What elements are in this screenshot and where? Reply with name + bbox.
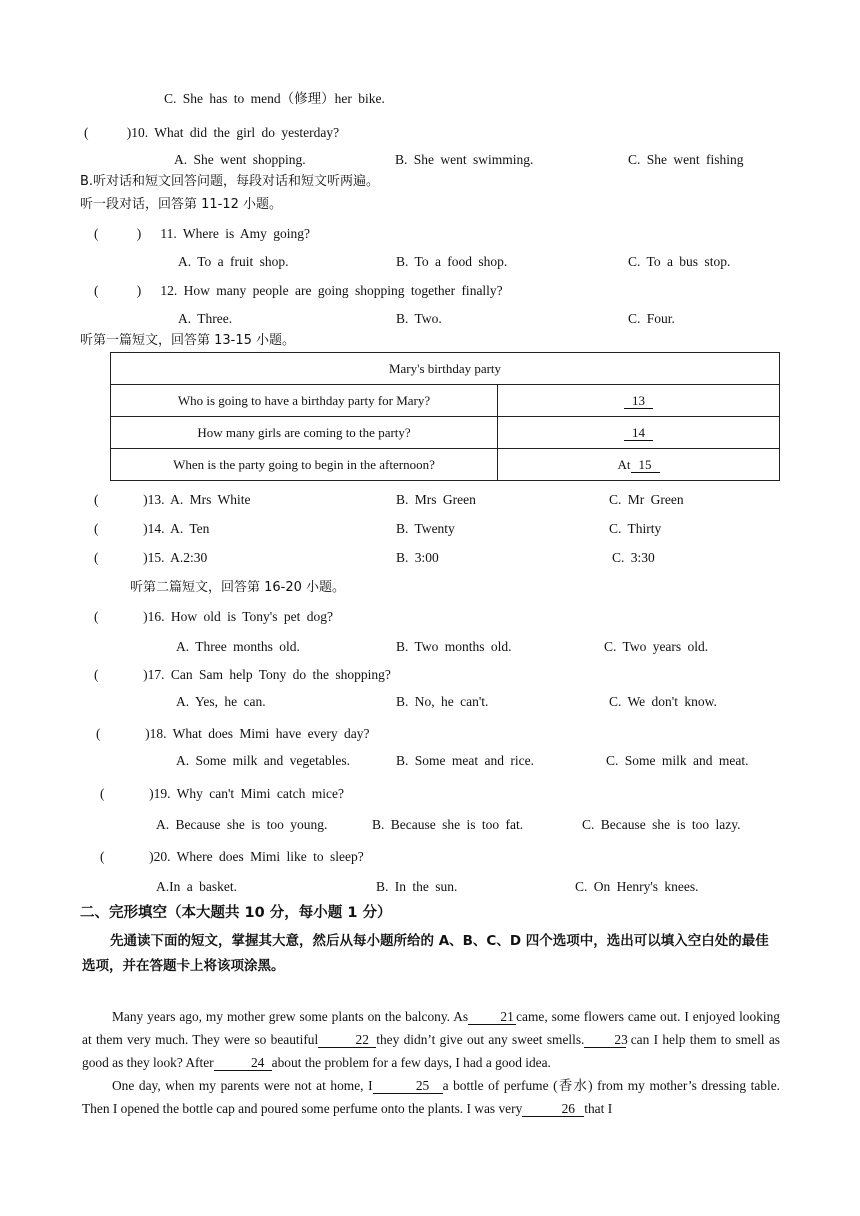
q14-option-b[interactable]: B. Twenty [396, 521, 455, 536]
table-row [111, 385, 780, 417]
cloze-blank-23[interactable]: 23 [584, 1033, 626, 1048]
q17-option-a[interactable]: A. Yes, he can. [176, 694, 266, 709]
q13-option-b[interactable]: B. Mrs Green [396, 492, 476, 507]
q13-option-c[interactable]: C. Mr Green [609, 492, 684, 507]
dialog-instruction: 听一段对话，回答第 11-12 小题。 [80, 197, 283, 212]
cloze-paragraph: Many years ago, my mother grew some plants on the balcony. As 21 came, some flowers came out. I enjoyed looking at them very much. They were so beautiful 22 they didn’t give out any sweet smells. 23 can I help them to smell as good as they look? After 24 about the problem for a few days, I had a good idea. [82, 1009, 781, 1070]
cloze-blank-24[interactable]: 24 [214, 1056, 272, 1071]
q9-option-c: C. She has to mend（修理）her bike. [164, 91, 385, 106]
q17-option-c[interactable]: C. We don't know. [609, 694, 717, 709]
q17-stem[interactable]: ( )17. Can Sam help Tony do the shopping? [94, 667, 391, 682]
q18-option-a[interactable]: A. Some milk and vegetables. [176, 753, 350, 768]
answer-blank: 15 [631, 458, 660, 473]
answer-paren-open[interactable]: ( [94, 283, 99, 298]
cloze-blank-26[interactable]: 26 [522, 1102, 584, 1117]
answer-paren-open[interactable]: ( [84, 125, 89, 140]
q10-option-a[interactable]: A. She went shopping. [174, 152, 306, 167]
q18-stem[interactable]: ( )18. What does Mimi have every day? [96, 726, 370, 741]
q11-stem: ( ) 11. Where is Amy going? [94, 226, 310, 241]
cloze-paragraph: One day, when my parents were not at home, I 25 a bottle of perfume (香水) from my mother’s dressing table. Then I opened the bottle cap and poured some perfume onto the plants. I was very 26 that I [82, 1078, 780, 1116]
q11-option-c[interactable]: C. To a bus stop. [628, 254, 731, 269]
table-answer-cell[interactable] [498, 417, 780, 449]
table-row [111, 449, 780, 481]
table-question: Who is going to have a birthday party for Mary? [111, 385, 498, 417]
q14-stem[interactable]: ( )14. A. Ten [94, 521, 210, 536]
q15-stem[interactable]: ( )15. A.2:30 [94, 550, 208, 565]
q19-option-b[interactable]: B. Because she is too fat. [372, 817, 524, 832]
table-row [111, 417, 780, 449]
part2-instruction: 先通读下面的短文，掌握其大意，然后从每小题所给的 A、B、C、D 四个选项中，选出可以填入空白处的最佳选项，并在答题卡上将该项涂黑。 [82, 933, 769, 974]
q18-option-c[interactable]: C. Some milk and meat. [606, 753, 749, 768]
table-question: When is the party going to begin in the afternoon? [111, 449, 498, 481]
section-b-instruction: B.听对话和短文回答问题，每段对话和短文听两遍。 [80, 174, 380, 189]
q16-stem[interactable]: ( )16. How old is Tony's pet dog? [94, 609, 333, 624]
q10-stem: ( )10. What did the girl do yesterday? [84, 125, 340, 140]
q12-option-a[interactable]: A. Three. [178, 311, 233, 326]
q10-option-c[interactable]: C. She went fishing [628, 152, 744, 167]
birthday-party-table [110, 352, 780, 481]
part2-title: 二、完形填空（本大题共 10 分，每小题 1 分） [80, 905, 392, 921]
table-title: Mary's birthday party [111, 353, 780, 385]
q16-option-b[interactable]: B. Two months old. [396, 639, 512, 654]
cloze-blank-25[interactable]: 25 [373, 1079, 443, 1094]
cloze-passage [82, 1005, 780, 1120]
q18-option-b[interactable]: B. Some meat and rice. [396, 753, 534, 768]
q11-option-b[interactable]: B. To a food shop. [396, 254, 508, 269]
q19-option-a[interactable]: A. Because she is too young. [156, 817, 328, 832]
q15-option-b[interactable]: B. 3:00 [396, 550, 439, 565]
q10-option-b[interactable]: B. She went swimming. [395, 152, 534, 167]
q17-option-b[interactable]: B. No, he can't. [396, 694, 489, 709]
table-answer-cell[interactable]: At 15 [498, 449, 780, 481]
q20-option-c[interactable]: C. On Henry's knees. [575, 879, 699, 894]
q16-option-c[interactable]: C. Two years old. [604, 639, 709, 654]
cloze-blank-21[interactable]: 21 [468, 1010, 516, 1025]
table-answer-cell[interactable] [498, 385, 780, 417]
answer-blank: 13 [624, 394, 653, 409]
q13-stem[interactable]: ( )13. A. Mrs White [94, 492, 251, 507]
table-question: How many girls are coming to the party? [111, 417, 498, 449]
q20-option-b[interactable]: B. In the sun. [376, 879, 458, 894]
q12-stem: ( ) 12. How many people are going shopping together finally? [94, 283, 503, 298]
q14-option-c[interactable]: C. Thirty [609, 521, 662, 536]
q16-option-a[interactable]: A. Three months old. [176, 639, 300, 654]
passage1-instruction: 听第一篇短文，回答第 13-15 小题。 [80, 333, 296, 348]
q20-option-a[interactable]: A.In a basket. [156, 879, 237, 894]
q20-stem[interactable]: ( )20. Where does Mimi like to sleep? [100, 849, 364, 864]
answer-paren-close: ) [126, 125, 132, 140]
q19-stem[interactable]: ( )19. Why can't Mimi catch mice? [100, 786, 344, 801]
q12-option-b[interactable]: B. Two. [396, 311, 442, 326]
q12-option-c[interactable]: C. Four. [628, 311, 675, 326]
q15-option-c[interactable]: C. 3:30 [612, 550, 655, 565]
answer-paren-open[interactable]: ( [94, 226, 99, 241]
passage2-instruction: 听第二篇短文，回答第 16-20 小题。 [130, 580, 346, 595]
q11-option-a[interactable]: A. To a fruit shop. [178, 254, 289, 269]
answer-blank: 14 [624, 426, 653, 441]
cloze-blank-22[interactable]: 22 [318, 1033, 376, 1048]
q19-option-c[interactable]: C. Because she is too lazy. [582, 817, 741, 832]
